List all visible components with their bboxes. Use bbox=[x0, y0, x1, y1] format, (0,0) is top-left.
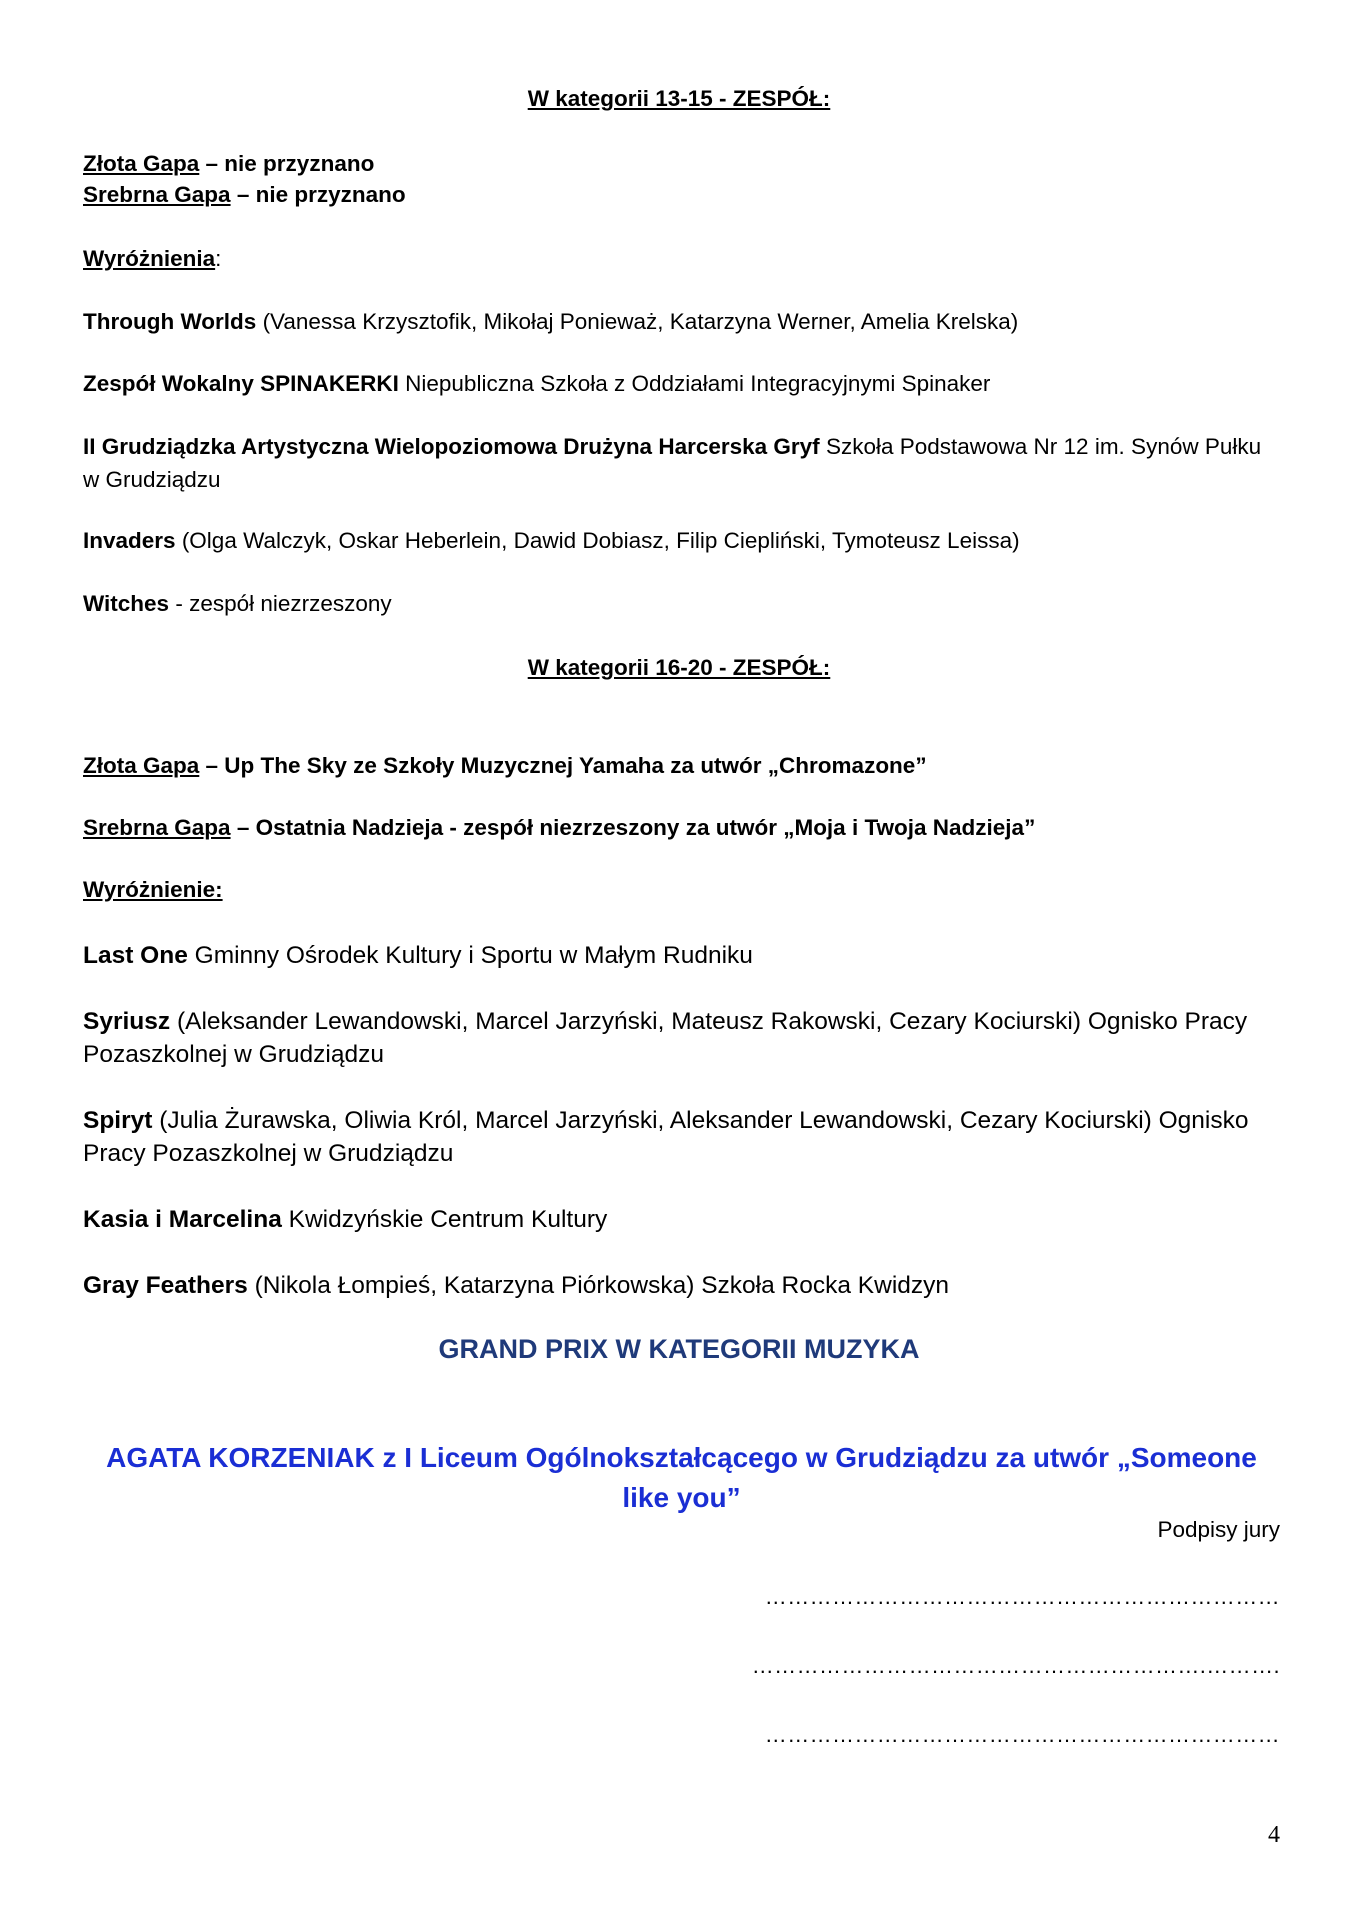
entry-desc: (Julia Żurawska, Oliwia Król, Marcel Jarzyński, Aleksander Lewandowski, Cezary Kociurski) Ognisko Pracy Pozaszkolnej w Grudziądzu bbox=[83, 1107, 1249, 1167]
distinctions-heading-13-15 bbox=[83, 242, 1280, 275]
gold-award-16-20 bbox=[83, 749, 1280, 782]
entry-13-15 bbox=[83, 524, 1280, 557]
signature-line: …………………………………………………….………. bbox=[751, 1653, 1280, 1678]
entry-16-20 bbox=[83, 939, 1280, 972]
grand-prix-heading: GRAND PRIX W KATEGORII MUZYKA bbox=[438, 1334, 920, 1364]
entry-desc: (Nikola Łompieś, Katarzyna Piórkowska) Szkoła Rocka Kwidzyn bbox=[247, 1272, 950, 1299]
entry-desc: Kwidzyńskie Centrum Kultury bbox=[281, 1206, 608, 1233]
entry-desc: - zespół niezrzeszony bbox=[169, 591, 392, 616]
silver-award-text: – Ostatnia Nadzieja - zespół niezrzeszony za utwór „Moja i Twoja Nadzieja” bbox=[230, 815, 1036, 840]
entry-name: Gray Feathers bbox=[83, 1272, 248, 1299]
distinction-heading-16-20 bbox=[83, 873, 1280, 906]
entry-16-20 bbox=[83, 1269, 1280, 1302]
silver-award-16-20 bbox=[83, 811, 1280, 844]
entry-name: Syriusz bbox=[83, 1008, 171, 1035]
silver-award-13-15 bbox=[83, 178, 1280, 211]
grand-prix-winner: AGATA KORZENIAK z I Liceum Ogólnokształcącego w Grudziądzu za utwór „Someone like you” bbox=[106, 1442, 1257, 1513]
entry-desc: (Olga Walczyk, Oskar Heberlein, Dawid Dobiasz, Filip Ciepliński, Tymoteusz Leissa) bbox=[175, 528, 1020, 553]
gold-award-text: – Up The Sky ze Szkoły Muzycznej Yamaha za utwór „Chromazone” bbox=[199, 753, 927, 778]
entry-13-15 bbox=[83, 587, 1280, 620]
entry-desc: (Aleksander Lewandowski, Marcel Jarzyński, Mateusz Rakowski, Cezary Kociurski) Ognisko Pracy Pozaszkolnej w Grudziądzu bbox=[83, 1008, 1248, 1068]
gold-award-13-15 bbox=[83, 147, 1280, 180]
entry-16-20 bbox=[83, 1104, 1280, 1170]
entry-desc: (Vanessa Krzysztofik, Mikołaj Ponieważ, Katarzyna Werner, Amelia Krelska) bbox=[256, 309, 1019, 334]
entry-name: Through Worlds bbox=[83, 309, 257, 334]
entry-13-15 bbox=[83, 305, 1280, 338]
silver-award-label: Srebrna Gapa bbox=[83, 815, 231, 840]
page-number: 4 bbox=[1268, 1822, 1280, 1848]
entry-13-15 bbox=[83, 430, 1280, 496]
entry-16-20 bbox=[83, 1203, 1280, 1236]
entry-desc: Niepubliczna Szkoła z Oddziałami Integracyjnymi Spinaker bbox=[398, 371, 991, 396]
entry-name: Invaders bbox=[83, 528, 176, 553]
section-heading-13-15: W kategorii 13-15 - ZESPÓŁ: bbox=[527, 86, 831, 111]
silver-award-text: – nie przyznano bbox=[230, 182, 406, 207]
entry-name: Last One bbox=[83, 942, 188, 969]
entry-name: Kasia i Marcelina bbox=[83, 1206, 282, 1233]
signature-line: …………………………………………………………… bbox=[764, 1722, 1280, 1747]
entry-desc: Szkoła Podstawowa Nr 12 im. Synów Pułku w Grudziądzu bbox=[83, 434, 1262, 492]
jury-signatures-title: Podpisy jury bbox=[1157, 1517, 1280, 1542]
entry-name: Witches bbox=[83, 591, 170, 616]
distinctions-colon: : bbox=[215, 246, 222, 271]
gold-award-label: Złota Gapa bbox=[83, 753, 200, 778]
distinctions-label: Wyróżnienia bbox=[83, 246, 216, 271]
entry-16-20 bbox=[83, 1005, 1280, 1071]
gold-award-text: – nie przyznano bbox=[199, 151, 375, 176]
distinction-label: Wyróżnienie: bbox=[83, 877, 223, 902]
entry-name: Zespół Wokalny SPINAKERKI bbox=[83, 371, 399, 396]
entry-desc: Gminny Ośrodek Kultury i Sportu w Małym Rudniku bbox=[187, 942, 753, 969]
section-heading-16-20: W kategorii 16-20 - ZESPÓŁ: bbox=[527, 655, 831, 680]
entry-13-15 bbox=[83, 367, 1280, 400]
entry-name: II Grudziądzka Artystyczna Wielopoziomowa Drużyna Harcerska Gryf bbox=[83, 434, 820, 459]
entry-name: Spiryt bbox=[83, 1107, 153, 1134]
silver-award-label: Srebrna Gapa bbox=[83, 182, 231, 207]
gold-award-label: Złota Gapa bbox=[83, 151, 200, 176]
signature-line: …………………………………………………………… bbox=[764, 1584, 1280, 1609]
